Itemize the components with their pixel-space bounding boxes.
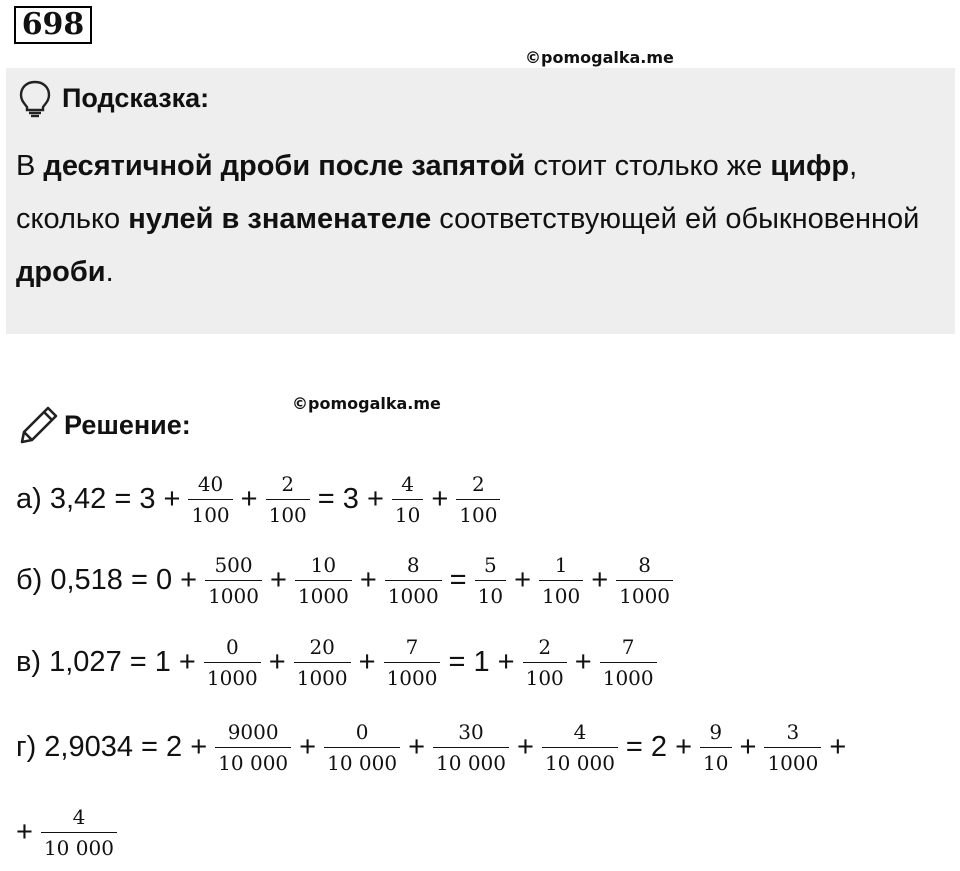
expression-text: + bbox=[514, 563, 531, 596]
hint-emphasis: цифр bbox=[770, 150, 850, 182]
hint-emphasis: десятичной дроби после запятой bbox=[43, 150, 526, 182]
fraction bbox=[700, 719, 731, 776]
fraction-denominator: 10 bbox=[703, 750, 729, 775]
fraction bbox=[205, 552, 262, 609]
fraction-numerator: 4 bbox=[72, 804, 86, 829]
expression-text: + bbox=[431, 482, 449, 515]
expression-text: + bbox=[574, 645, 592, 678]
expression-text: = bbox=[449, 563, 467, 596]
expression-text: + bbox=[829, 730, 847, 763]
fraction-numerator: 9000 bbox=[227, 719, 279, 744]
fraction-numerator: 20 bbox=[309, 634, 335, 659]
expression-text: + bbox=[299, 730, 317, 763]
hint-emphasis: нулей в знаменателе bbox=[128, 203, 432, 235]
hint-fragment: стоит столько же bbox=[525, 150, 771, 182]
fraction-denominator: 100 bbox=[459, 502, 498, 527]
fraction-denominator: 1000 bbox=[619, 583, 671, 608]
fraction-denominator: 1000 bbox=[208, 583, 259, 608]
expression-text: + bbox=[268, 645, 286, 678]
expression-text: + bbox=[591, 563, 609, 596]
expression-text: + bbox=[16, 815, 33, 848]
fraction-denominator: 100 bbox=[525, 665, 564, 690]
task-number: 698 bbox=[14, 6, 92, 44]
fraction bbox=[600, 634, 657, 691]
expression-text: = 3 + bbox=[317, 482, 384, 515]
expression-text: + bbox=[517, 730, 534, 763]
fraction-numerator: 8 bbox=[406, 552, 420, 577]
watermark: ©pomogalka.me bbox=[525, 48, 674, 67]
fraction-denominator: 1000 bbox=[602, 665, 654, 690]
solution-line bbox=[16, 717, 851, 777]
hint-fragment: , сколько bbox=[16, 150, 858, 235]
fraction-numerator: 7 bbox=[621, 634, 635, 659]
fraction-numerator: 2 bbox=[538, 634, 552, 659]
fraction bbox=[392, 471, 423, 528]
fraction-denominator: 100 bbox=[542, 583, 581, 608]
fraction bbox=[539, 552, 583, 609]
fraction-numerator: 1 bbox=[554, 552, 568, 577]
fraction-numerator: 7 bbox=[405, 634, 419, 659]
fraction-numerator: 5 bbox=[483, 552, 497, 577]
hint-text bbox=[16, 140, 946, 299]
fraction-numerator: 0 bbox=[355, 719, 369, 744]
fraction-denominator: 10 000 bbox=[436, 750, 506, 775]
fraction-numerator: 40 bbox=[197, 471, 224, 496]
fraction bbox=[523, 634, 567, 691]
fraction bbox=[204, 634, 261, 691]
expression-text: а) 3,42 = 3 + bbox=[16, 482, 181, 515]
hint-emphasis: дроби bbox=[16, 256, 106, 288]
fraction-denominator: 1000 bbox=[387, 583, 439, 608]
hint-fragment: соответствующей ей обыкновенной bbox=[431, 203, 920, 235]
fraction bbox=[384, 634, 441, 691]
fraction-denominator: 1000 bbox=[297, 583, 349, 608]
fraction bbox=[215, 719, 291, 776]
expression-text: + bbox=[359, 563, 377, 596]
fraction-denominator: 1000 bbox=[767, 750, 819, 775]
hint-fragment: . bbox=[105, 256, 114, 288]
expression-text: + bbox=[269, 563, 287, 596]
solution-line bbox=[16, 469, 503, 529]
fraction-denominator: 10 bbox=[394, 502, 421, 527]
fraction-denominator: 10 000 bbox=[544, 750, 615, 775]
hint-fragment: В bbox=[16, 150, 44, 182]
fraction-denominator: 10 000 bbox=[218, 750, 289, 775]
expression-text: в) 1,027 = 1 + bbox=[16, 645, 196, 678]
fraction-denominator: 10 000 bbox=[327, 750, 398, 775]
fraction-denominator: 10 bbox=[477, 583, 504, 608]
fraction-denominator: 1000 bbox=[206, 665, 258, 690]
expression-text: б) 0,518 = 0 + bbox=[16, 563, 198, 596]
fraction bbox=[295, 552, 352, 609]
fraction bbox=[433, 719, 509, 776]
fraction-numerator: 3 bbox=[786, 719, 800, 744]
fraction-denominator: 1000 bbox=[296, 665, 348, 690]
pencil-icon bbox=[18, 404, 60, 446]
fraction-denominator: 1000 bbox=[386, 665, 438, 690]
fraction bbox=[764, 719, 821, 776]
fraction bbox=[542, 719, 618, 776]
fraction bbox=[41, 804, 117, 861]
fraction-numerator: 9 bbox=[709, 719, 723, 744]
fraction-numerator: 2 bbox=[281, 471, 295, 496]
fraction bbox=[456, 471, 500, 528]
expression-text: + bbox=[408, 730, 426, 763]
expression-text: + bbox=[739, 730, 757, 763]
fraction bbox=[266, 471, 310, 528]
hint-title: Подсказка: bbox=[62, 83, 210, 113]
fraction-denominator: 10 000 bbox=[43, 835, 114, 860]
expression-text: + bbox=[358, 645, 376, 678]
fraction-numerator: 500 bbox=[214, 552, 253, 577]
fraction-denominator: 100 bbox=[268, 502, 307, 527]
fraction bbox=[616, 552, 673, 609]
fraction-numerator: 2 bbox=[472, 471, 485, 496]
fraction-numerator: 4 bbox=[401, 471, 414, 496]
lightbulb-icon bbox=[18, 80, 52, 118]
fraction bbox=[475, 552, 506, 609]
fraction bbox=[188, 471, 232, 528]
expression-text: = 2 + bbox=[625, 730, 693, 763]
fraction-denominator: 100 bbox=[191, 502, 230, 527]
solution-line bbox=[16, 802, 120, 862]
solution-title: Решение: bbox=[64, 410, 191, 440]
fraction-numerator: 10 bbox=[310, 552, 337, 577]
expression-text: = 1 + bbox=[448, 645, 515, 678]
fraction bbox=[294, 634, 351, 691]
fraction bbox=[324, 719, 400, 776]
expression-text: + bbox=[240, 482, 258, 515]
fraction-numerator: 30 bbox=[458, 719, 484, 744]
watermark: ©pomogalka.me bbox=[292, 394, 441, 413]
fraction-numerator: 0 bbox=[225, 634, 239, 659]
solution-line bbox=[16, 550, 676, 610]
fraction bbox=[385, 552, 442, 609]
fraction-numerator: 4 bbox=[573, 719, 587, 744]
fraction-numerator: 8 bbox=[638, 552, 651, 577]
expression-text: г) 2,9034 = 2 + bbox=[16, 730, 208, 763]
solution-line bbox=[16, 632, 660, 692]
